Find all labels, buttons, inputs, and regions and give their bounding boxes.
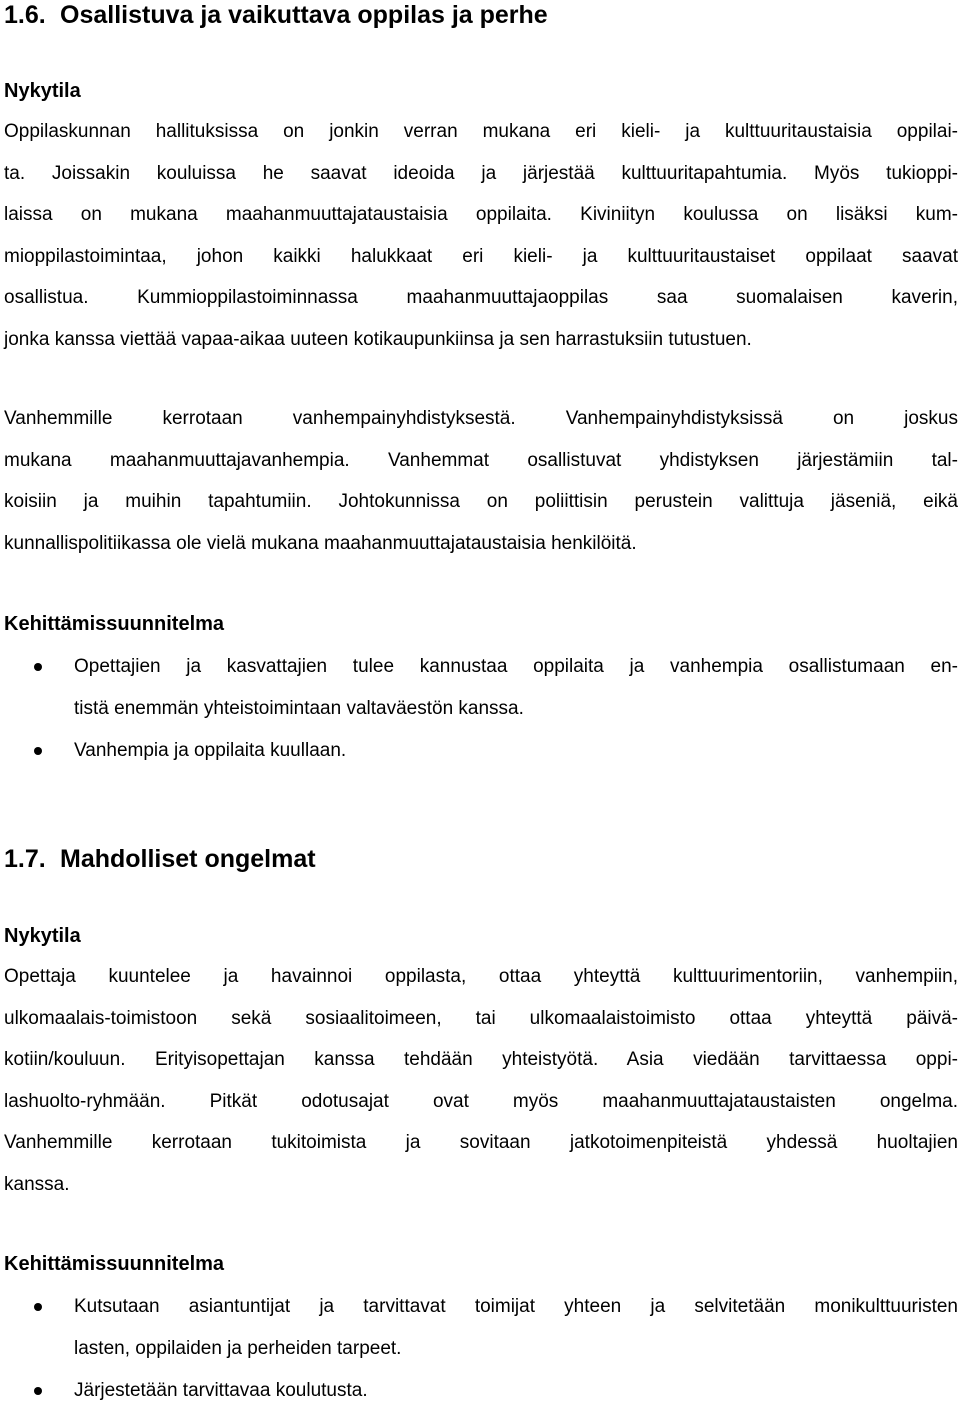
section-title-text: Osallistuva ja vaikuttava oppilas ja perhe — [60, 1, 548, 29]
bullet-list — [4, 1286, 958, 1412]
section-1-7-title — [4, 844, 316, 874]
paragraph-line: koisiin ja muihin tapahtumiin. Johtokunnissa on poliittisin perustein valittuja jäseniä, eikä — [4, 491, 958, 512]
paragraph-line: Opettaja kuuntelee ja havainnoi oppilasta, ottaa yhteyttä kulttuurimentoriin, vanhempiin, — [4, 966, 958, 987]
section-1-6-title — [4, 0, 548, 30]
paragraph-line: lashuolto-ryhmään. Pitkät odotusajat ovat myös maahanmuuttajataustaisten ongelma. — [4, 1090, 958, 1112]
kehittamissuunnitelma-heading: Kehittämissuunnitelma — [4, 613, 225, 635]
paragraph-line: osallistua. Kummioppilastoiminnassa maahanmuuttajaoppilas saa suomalaisen kaverin, — [4, 287, 958, 308]
list-item-line: Kutsutaan asiantuntijat ja tarvittavat toimijat yhteen ja selvitetään monikulttuuristen — [74, 1296, 958, 1317]
paragraph-line: ulkomaalais-toimistoon sekä sosiaalitoimeen, tai ulkomaalaistoimisto ottaa yhteyttä päivä- — [4, 1007, 958, 1029]
paragraph-line: ta. Joissakin kouluissa he saavat ideoida ja järjestää kulttuuritapahtumia. Myös tukioppi- — [4, 162, 958, 184]
list-item — [4, 730, 958, 772]
kehittamissuunnitelma-heading: Kehittämissuunnitelma — [4, 1253, 225, 1275]
section-number: 1.6. — [4, 1, 46, 29]
bullet-icon — [34, 663, 42, 671]
paragraph-line: mukana maahanmuuttajavanhempia. Vanhemmat osallistuvat yhdistyksen järjestämiin tal- — [4, 449, 958, 471]
paragraph-line: kotiin/kouluun. Erityisopettajan kanssa tehdään yhteistyötä. Asia viedään tarvittaessa oppi- — [4, 1049, 958, 1070]
paragraph-line: kunnallispolitiikassa ole vielä mukana maahanmuuttajataustaisia henkilöitä. — [4, 532, 637, 554]
list-item — [4, 646, 958, 730]
section-number: 1.7. — [4, 845, 46, 873]
bullet-icon — [34, 1303, 42, 1311]
paragraph — [4, 111, 958, 360]
list-item-line: tistä enemmän yhteistoimintaan valtaväestön kanssa. — [74, 698, 524, 719]
bullet-list — [4, 646, 958, 772]
paragraph-line: mioppilastoimintaa, johon kaikki halukkaat eri kieli- ja kulttuuritaustaiset oppilaat saavat — [4, 245, 958, 267]
bullet-icon — [34, 747, 42, 755]
paragraph — [4, 398, 958, 564]
list-item-line: Järjestetään tarvittavaa koulutusta. — [74, 1380, 368, 1401]
paragraph-line: kanssa. — [4, 1173, 70, 1195]
bullet-icon — [34, 1387, 42, 1395]
list-item-line: lasten, oppilaiden ja perheiden tarpeet. — [74, 1338, 402, 1359]
paragraph — [4, 956, 958, 1205]
paragraph-line: jonka kanssa viettää vapaa-aikaa uuteen kotikaupunkiinsa ja sen harrastuksiin tutustuen. — [4, 328, 752, 350]
list-item-line: Opettajien ja kasvattajien tulee kannustaa oppilaita ja vanhempia osallistumaan en- — [74, 656, 958, 677]
nykytila-heading: Nykytila — [4, 925, 81, 947]
paragraph-line: Oppilaskunnan hallituksissa on jonkin verran mukana eri kieli- ja kulttuuritaustaisia oppilai- — [4, 121, 958, 142]
nykytila-heading: Nykytila — [4, 80, 81, 102]
section-title-text: Mahdolliset ongelmat — [60, 845, 316, 873]
paragraph-line: Vanhemmille kerrotaan vanhempainyhdistyksestä. Vanhempainyhdistyksissä on joskus — [4, 408, 958, 429]
list-item — [4, 1286, 958, 1370]
paragraph-line: laissa on mukana maahanmuuttajataustaisia oppilaita. Kiviniityn koulussa on lisäksi kum- — [4, 204, 958, 225]
list-item-line: Vanhempia ja oppilaita kuullaan. — [74, 740, 347, 761]
paragraph-line: Vanhemmille kerrotaan tukitoimista ja sovitaan jatkotoimenpiteistä yhdessä huoltajien — [4, 1132, 958, 1153]
